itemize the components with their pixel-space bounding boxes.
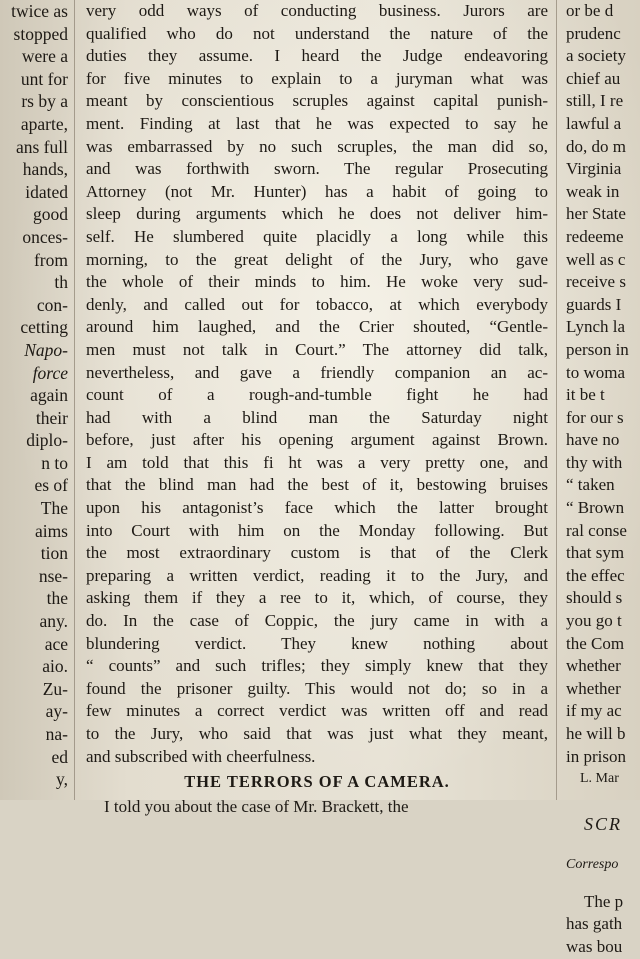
article-line: the whole of their minds to him. He woke very sud-	[86, 272, 548, 292]
section-heading: SCR	[584, 813, 623, 834]
left-column-line: con-	[36, 294, 68, 315]
right-column-line: it be t	[566, 385, 605, 405]
article-line: that the blind man had the best of it, bestowing bruises	[86, 475, 548, 495]
left-column-line: diplo-	[26, 430, 68, 451]
right-column-line: thy with	[566, 452, 623, 472]
left-column-line: were a	[21, 46, 68, 67]
article-line: self. He slumbered quite placidly a long while this	[86, 226, 548, 246]
column-rule-right	[556, 0, 557, 800]
left-column-line: Napo-	[24, 339, 68, 360]
left-column-line: th	[54, 272, 68, 293]
right-column-line: he will b	[566, 724, 626, 743]
article-line: qualified who do not understand the nature of the	[86, 23, 548, 43]
right-column-line: have no	[566, 430, 620, 450]
left-column-line: any.	[39, 611, 68, 632]
signature: L. Mar	[580, 771, 619, 787]
left-column-line: n to	[41, 452, 68, 473]
left-column-line: aims	[34, 520, 68, 541]
right-column-line: in prison	[566, 746, 626, 766]
right-column-line: person in	[566, 339, 629, 359]
left-column-line: es of	[34, 475, 68, 496]
article-line: men must not talk in Court.” The attorney did talk,	[86, 339, 548, 359]
article-line: found the prisoner guilty. This would not do; so in a	[86, 678, 548, 698]
article-line: I am told that this fi ht was a very pretty one, and	[86, 452, 548, 472]
article-line: and subscribed with cheerfulness.	[86, 746, 316, 766]
article-line: was embarrassed by no such scruples, the man did so,	[86, 136, 548, 156]
next-paragraph-line: I told you about the case of Mr. Brackett, the	[104, 797, 409, 817]
article-line: very odd ways of conducting business. Jurors are	[86, 1, 548, 20]
left-column-line: their	[35, 407, 68, 428]
article-line: meant by conscientious scruples against capital punish-	[86, 91, 548, 111]
left-column-line: nse-	[38, 565, 68, 586]
left-column-line: Zu-	[42, 678, 68, 699]
left-column	[0, 0, 69, 800]
right-column-line: the effec	[566, 565, 625, 585]
left-column-line: idated	[25, 181, 68, 202]
article-line: denly, and called out for tobacco, at which everybody	[86, 294, 548, 314]
article-line: sleep during arguments which he does not deliver him-	[86, 204, 548, 224]
right-column-line: receive s	[566, 272, 626, 292]
right-column-line: chief au	[566, 68, 621, 88]
right-column-text	[566, 0, 640, 768]
article-line: few minutes a correct verdict was written off and read	[86, 701, 548, 721]
article-line: into Court with him on the Monday following. But	[86, 520, 548, 540]
article-line: preparing a written verdict, reading it to the Jury, and	[86, 565, 548, 585]
right-column-line: you go t	[566, 611, 622, 631]
article-line: “ counts” and such trifles; they simply knew that they	[86, 656, 548, 676]
article-line: and was forthwith sworn. The regular Prosecuting	[86, 159, 548, 179]
article-line: blundering verdict. They knew nothing about	[86, 633, 548, 653]
left-column-line: the	[46, 588, 68, 609]
right-column-line: the Com	[566, 633, 625, 653]
right-paragraph-line: was bou	[566, 936, 623, 956]
right-column-line: if my ac	[566, 701, 622, 721]
article-line: Attorney (not Mr. Hunter) has a habit of going to	[86, 181, 548, 201]
left-column-line: y,	[56, 769, 68, 790]
right-column-line: that sym	[566, 543, 625, 563]
right-column-line: do, do m	[566, 136, 626, 156]
left-column-line: cetting	[20, 317, 68, 338]
article-line: upon his antagonist’s face which the latter brought	[86, 498, 548, 518]
right-column-line: to woma	[566, 362, 626, 382]
left-column-line: The	[40, 498, 68, 519]
left-column-line: aparte,	[20, 113, 68, 134]
right-column-line: prudenc	[566, 23, 621, 43]
article-line: asking them if they a ree to it, which, of course, they	[86, 588, 548, 608]
left-column-line: again	[30, 385, 68, 406]
right-column	[566, 0, 640, 956]
article-line: the most extraordinary custom is that of the Clerk	[86, 543, 548, 563]
left-column-line: ans full	[15, 136, 68, 157]
right-column-line: redeeme	[566, 226, 624, 246]
left-column-line: onces-	[22, 226, 68, 247]
right-column-line: for our s	[566, 407, 624, 427]
article-line: before, just after his opening argument against Brown.	[86, 430, 548, 450]
left-column-line: ed	[51, 746, 68, 767]
left-column-line: na-	[45, 724, 68, 744]
right-column-line: weak in	[566, 181, 620, 201]
right-column-line: still, I re	[566, 91, 624, 111]
sub-heading: Correspo	[566, 856, 619, 872]
right-column-line: Virginia	[566, 159, 622, 179]
article-line: duties they assume. I heard the Judge endeavoring	[86, 46, 548, 66]
right-column-line: Lynch la	[566, 317, 626, 337]
right-column-line: ral conse	[566, 520, 627, 540]
article-line: had with a blind man the Saturday night	[86, 407, 548, 427]
article-line: morning, to the great delight of the Jury, who gave	[86, 249, 548, 269]
right-column-line: should s	[566, 588, 623, 608]
article-line: around him laughed, and the Crier shouted, “Gentle-	[86, 317, 548, 337]
article-line: count of a rough-and-tumble fight he had	[86, 385, 548, 405]
article-line: for five minutes to explain to a juryman what was	[86, 68, 548, 88]
right-paragraph-line: has gath	[566, 914, 623, 934]
right-column-line: guards I	[566, 294, 622, 314]
left-column-line: from	[33, 249, 68, 270]
article-line: to the Jury, who said that was just what they meant,	[86, 724, 548, 743]
left-column-line: tion	[40, 543, 68, 564]
article-line: ment. Finding at last that he was expected to say he	[86, 113, 548, 133]
article-paragraph	[86, 0, 548, 768]
right-column-line: whether	[566, 678, 621, 698]
left-column-line: stopped	[13, 23, 68, 44]
right-column-line: or be d	[566, 1, 614, 20]
right-paragraph-line: The p	[584, 891, 624, 911]
left-column-line: rs by a	[21, 91, 68, 112]
right-paragraph	[566, 891, 640, 959]
right-column-line: well as c	[566, 249, 626, 269]
right-column-line: a society	[566, 46, 626, 66]
article-line: do. In the case of Coppic, the jury came in with a	[86, 611, 548, 631]
left-column-line: good	[33, 204, 68, 225]
left-column-line: force	[32, 362, 68, 383]
left-column-line: ay-	[45, 701, 68, 722]
left-column-line: ace	[44, 633, 68, 654]
right-column-line: “ Brown	[566, 498, 625, 518]
left-column-line: aio.	[42, 656, 68, 677]
section-headline: THE TERRORS OF A CAMERA.	[184, 772, 450, 792]
column-rule-left	[74, 0, 75, 800]
right-column-line: “ taken	[566, 475, 615, 495]
left-column-line: unt for	[20, 68, 68, 89]
article-line: nevertheless, and gave a friendly companion an ac-	[86, 362, 548, 382]
right-column-line: lawful a	[566, 113, 622, 133]
right-column-line: her State	[566, 204, 626, 224]
main-column	[86, 0, 548, 817]
left-column-line: twice as	[11, 1, 68, 21]
right-column-line: whether	[566, 656, 621, 676]
left-column-line: hands,	[22, 159, 68, 180]
